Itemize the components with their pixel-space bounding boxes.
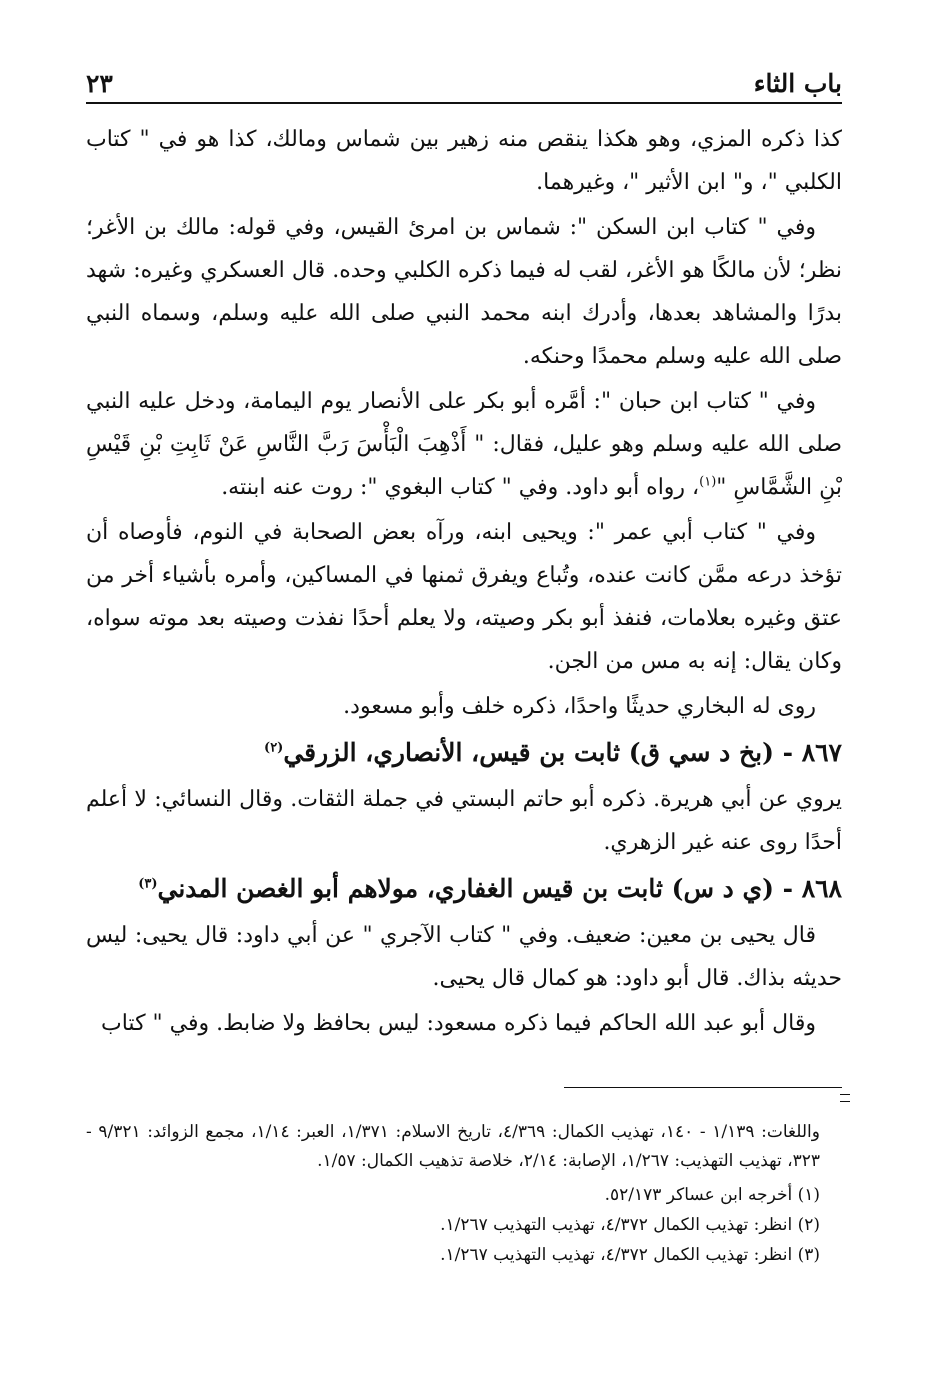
entry-text: قال يحيى بن معين: ضعيف. وفي " كتاب الآجري " عن أبي داود: قال يحيى: ليس حديثه بذاك. قال أبو داود: هو كمال قال يحيى. [86,923,842,991]
entry-heading [86,730,842,776]
footnotes [86,1118,820,1272]
entry-heading [86,866,842,912]
page-number: ٢٣ [86,69,113,98]
footnote: (١) أخرجه ابن عساكر ٥٢/١٧٣. [604,1185,820,1205]
footnote-ref: (٢) [264,740,284,756]
paragraph-text: ، رواه أبو داود. وفي " كتاب البغوي ": روت عنه ابنته. [221,475,700,500]
paragraph [86,380,842,509]
footnote: (٣) انظر: تهذيب الكمال ٤/٣٧٢، تهذيب التهذيب ١/٢٦٧. [440,1245,820,1265]
entry-title: ٨٦٧ - (بخ د سي ق) ثابت بن قيس، الأنصاري، الزرقي [283,738,842,767]
entry-text: يروي عن أبي هريرة. ذكره أبو حاتم البستي في جملة الثقات. وقال النسائي: لا أعلم أحدًا روى عنه غير الزهري. [86,787,842,855]
paragraph-text: وفي " كتاب ابن حبان ": أمَّره أبو بكر على الأنصار يوم اليمامة، ودخل عليه النبي صلى الله عليه وسلم وهو عليل، فقال: " أَذْهِبَ الْبَأْسَ رَبَّ النَّاسِ عَنْ ثَابِتِ بْنِ قَيْسِ بْنِ الشَّمَّاسِ " [86,389,842,500]
paragraph: وفي " كتاب أبي عمر ": ويحيى ابنه، ورآه بعض الصحابة في النوم، فأوصاه أن تؤخذ درعه ممَّن كانت عنده، وتُباع ويفرق ثمنها في المساكين، وأمره بأشياء أخر من عتق وغيره بعلامات، فنفذ أبو بكر وصيته، ولا يعلم أحدًا نفذت وصيته بعد موته سواه، وكان يقال: إنه به مس من الجن. [86,520,843,674]
entry-text: وقال أبو عبد الله الحاكم فيما ذكره مسعود: ليس بحافظ ولا ضابط. وفي " كتاب [101,1011,816,1036]
continuation-mark [840,1094,850,1102]
paragraph: كذا ذكره المزي، وهو هكذا ينقص منه زهير بين شماس ومالك، كذا هو في " كتاب الكلبي "، و" ابن الأثير "، وغيرهما. [86,127,842,195]
footnote-ref: (٣) [138,876,158,892]
paragraph: روى له البخاري حديثًا واحدًا، ذكره خلف وأبو مسعود. [343,694,816,719]
paragraph: وفي " كتاب ابن السكن ": شماس بن امرئ القيس، وفي قوله: مالك بن الأغر؛ نظر؛ لأن مالكًا هو الأغر، لقب له فيما ذكره الكلبي وحده. قال العسكري وغيره: شهد بدرًا والمشاهد بعدها، وأدرك ابنه محمد النبي صلى الله عليه وسلم، وسماه النبي صلى الله عليه وسلم محمدًا وحنكه. [86,215,842,369]
entry-title: ٨٦٨ - (ي د س) ثابت بن قيس الغفاري، مولاهم أبو الغصن المدني [157,874,842,903]
chapter-title: باب الثاء [753,69,842,98]
footnote: (٢) انظر: تهذيب الكمال ٤/٣٧٢، تهذيب التهذيب ١/٢٦٧. [440,1215,820,1235]
running-header [86,58,842,104]
footnote-continuation: واللغات: ١/١٣٩ - ١٤٠، تهذيب الكمال: ٤/٣٦٩، تاريخ الاسلام: ١/٣٧١، العبر: ١/١٤، مجمع الزوائد: ٩/٣٢١ - ٣٢٣، تهذيب التهذيب: ١/٢٦٧، الإصابة: ٢/١٤، خلاصة تذهيب الكمال: ١/٥٧. [86,1122,820,1171]
footnote-ref: (١) [699,474,717,490]
main-text [86,118,842,1047]
footnote-separator [564,1087,842,1088]
